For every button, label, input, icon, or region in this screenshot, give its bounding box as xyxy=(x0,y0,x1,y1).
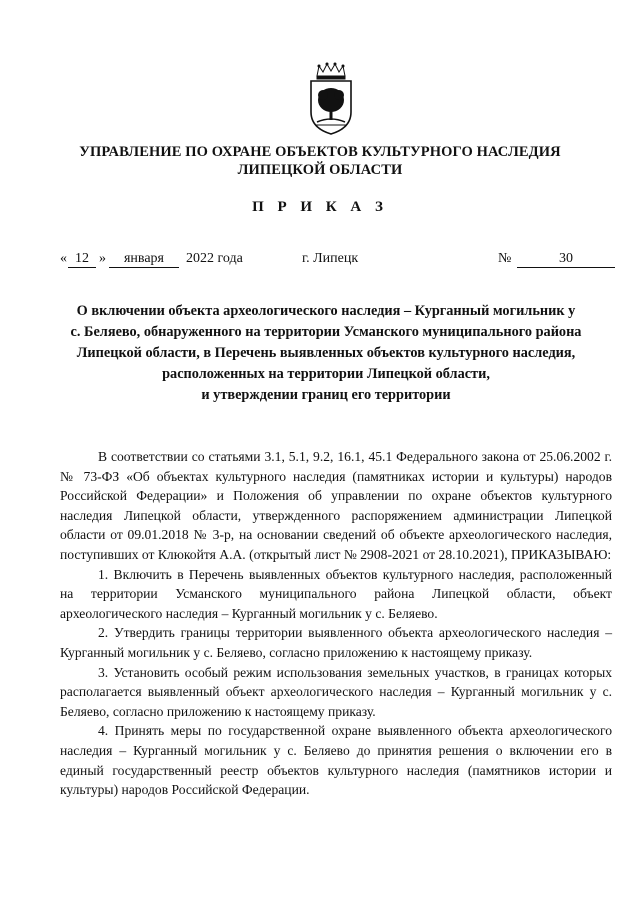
date-year: 2022 года xyxy=(186,251,243,266)
date-line xyxy=(0,251,640,271)
order-item-3: 3. Установить особый режим использования земельных участков, в границах которых располагается выявленный объект археологического наследия – Курганный могильник у с. Беляево, согласно приложению к настоящему приказу. xyxy=(60,664,612,719)
order-item-2: 2. Утвердить границы территории выявленного объекта археологического наследия – Курганный могильник у с. Беляево, согласно приложению к настоящему приказу. xyxy=(60,625,612,660)
title-line-4: расположенных на территории Липецкой области, xyxy=(162,366,490,382)
order-item-4: 4. Принять меры по государственной охране выявленного объекта археологического наследия – Курганный могильник у с. Беляево до принятия решения о включении его в единый государственный реестр объектов культурного наследия (памятников истории и культуры) народов Российской Федерации. xyxy=(60,723,612,798)
close-quote: » xyxy=(99,251,106,266)
coat-of-arms-emblem xyxy=(305,62,357,136)
document-type: П Р И К А З xyxy=(252,199,388,215)
preamble-paragraph: В соответствии со статьями 3.1, 5.1, 9.2, 16.1, 45.1 Федерального закона от 25.06.2002 г. № 73-ФЗ «Об объектах культурного наследия (памятниках истории и культуры) народов Российской Федерации» и Положения об управлении по охране объектов культурного наследия Липецкой области, утвержденного распоряжением администрации Липецкой области от 09.01.2018 № 3-р, на основании сведений об объекте археологического наследия, поступивших от Клюкойтя А.А. (открытый лист № 2908-2021 от 28.10.2021), ПРИКАЗЫВАЮ: xyxy=(60,449,612,562)
title-line-3: Липецкой области, в Перечень выявленных объектов культурного наследия, xyxy=(76,345,576,361)
order-title xyxy=(46,301,606,406)
title-line-2: с. Беляево, обнаруженного на территории Усманского муниципального района xyxy=(70,324,582,340)
order-item-1: 1. Включить в Перечень выявленных объектов культурного наследия, расположенный на территории Усманского муниципального района Липецкой области, объект археологического наследия – Курганный могильник у с. Беляево. xyxy=(60,566,612,621)
org-line-2: ЛИПЕЦКОЙ ОБЛАСТИ xyxy=(237,162,403,178)
city: г. Липецк xyxy=(302,251,359,266)
open-quote: « xyxy=(60,251,67,266)
document-number: 30 xyxy=(517,251,615,268)
number-label: № xyxy=(498,251,512,266)
date-month: января xyxy=(109,251,179,268)
organization-name xyxy=(40,143,600,179)
order-body xyxy=(60,447,612,800)
title-line-5: и утверждении границ его территории xyxy=(201,387,451,403)
org-line-1: УПРАВЛЕНИЕ ПО ОХРАНЕ ОБЪЕКТОВ КУЛЬТУРНОГО НАСЛЕДИЯ xyxy=(79,144,561,160)
date-day: 12 xyxy=(68,251,96,268)
crown-icon xyxy=(317,63,345,79)
title-line-1: О включении объекта археологического наследия – Курганный могильник у xyxy=(76,303,576,319)
